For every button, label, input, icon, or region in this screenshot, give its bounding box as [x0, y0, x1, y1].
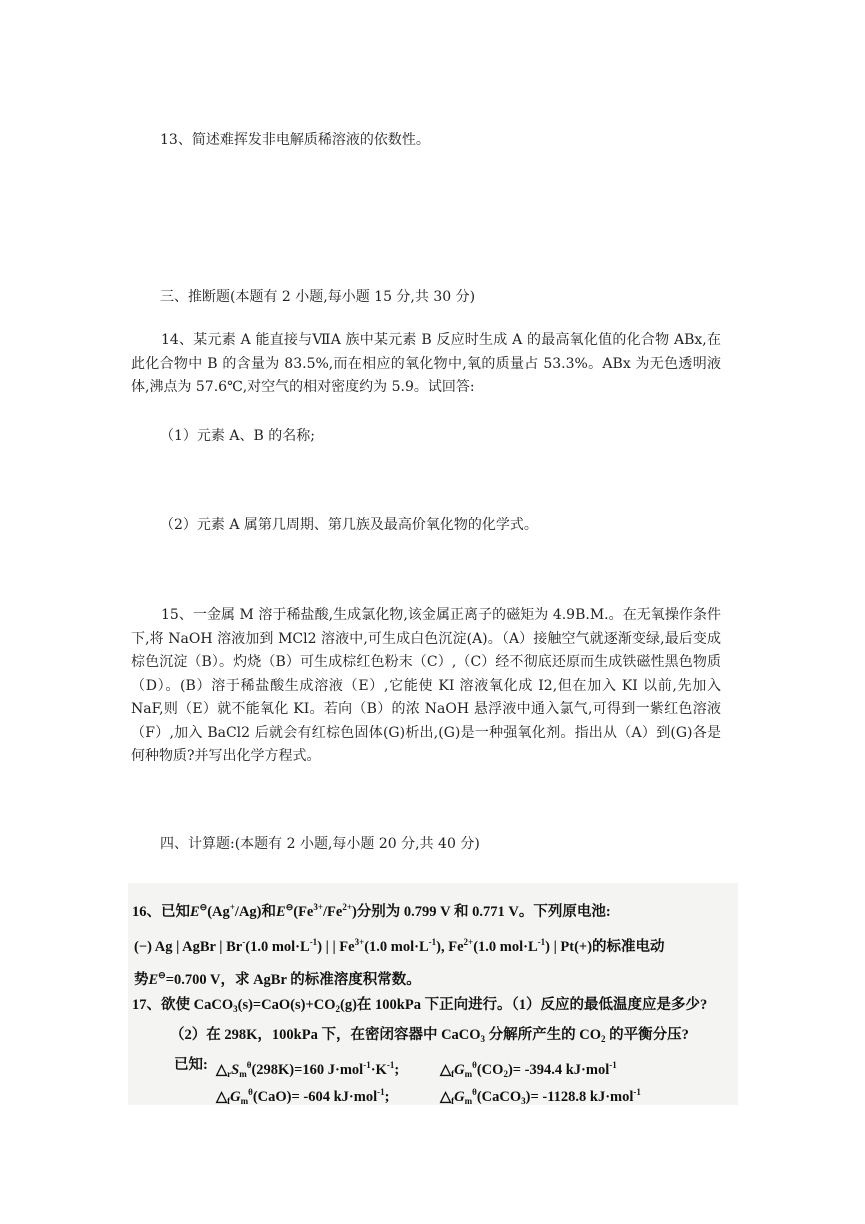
scanned-question-block — [128, 883, 738, 1105]
question-14-part-2: （2）元素 A 属第几周期、第几族及最高价氧化物的化学式。 — [160, 517, 538, 533]
question-17-line-2: （2）在 298K，100kPa 下，在密闭容器中 CaCO$_3$ 分解所产生的 $CO_2$ 的平衡分压? — [170, 1027, 689, 1044]
known-label: 已知: — [174, 1057, 208, 1073]
question-16-line-3: 势E⊖=0.700 V，求 AgBr 的标准溶度积常数。 — [134, 970, 421, 988]
known-entropy: $\triangle_rS_m^\theta(298K)=160$ $J\cdot mol^{-1}\cdot K^{-1}$; — [216, 1060, 400, 1079]
known-gibbs-caco3: $\triangle_fG_m^\theta(CaCO_3)= -1128.8$ kJ·mol$^{-1}$ — [440, 1087, 641, 1106]
question-16-line-1: 16、已知E⊖(Ag+/Ag)和$E^⊖(Fe^{3+}/Fe^{2+})$分别为 0.799 V 和 0.771 V。下列原电池: — [132, 902, 611, 920]
question-16-line-2: (−) Ag | AgBr | Br-(1.0 $mol\cdot L^{-1}$) | | $Fe^{3+}(1.0$ $mol\cdot L^{-1}$), $Fe^{2+}(1.0$ $mol\cdot L^{-1}$) | Pt(+)的标准电动 — [134, 937, 665, 955]
section-4-heading: 四、计算题:(本题有 2 小题,每小题 20 分,共 40 分) — [160, 836, 480, 852]
question-14: 14、某元素 A 能直接与ⅦA 族中某元素 B 反应时生成 A 的最高氧化值的化合物 ABx,在此化合物中 B 的含量为 83.5%,而在相应的氧化物中,氧的质量占 53.3%。ABx 为无色透明液体,沸点为 57.6℃,对空气的相对密度约为 5.9。试回答: — [131, 332, 721, 395]
question-13: 13、简述难挥发非电解质稀溶液的依数性。 — [160, 132, 430, 148]
question-17-line-1: 17、欲使 $CaCO_3(s)=CaO(s)+CO_2(g)$在 100kPa 下正向进行。（1）反应的最低温度应是多少? — [132, 997, 708, 1014]
question-14-part-1: （1）元素 A、B 的名称; — [160, 428, 315, 444]
section-3-heading: 三、推断题(本题有 2 小题,每小题 15 分,共 30 分) — [160, 289, 476, 305]
known-gibbs-cao: $\triangle_fG_m^\theta(CaO)= -604$ kJ·mol$^{-1}$; — [216, 1087, 390, 1106]
question-15: 15、一金属 M 溶于稀盐酸,生成氯化物,该金属正离子的磁矩为 4.9B.M.。在无氧操作条件下,将 NaOH 溶液加到 MCl2 溶液中,可生成白色沉淀(A)。（A）接触空气就逐渐变绿,最后变成棕色沉淀（B）。灼烧（B）可生成棕红色粉末（C）,（C）经不彻底还原而生成铁磁性黑色物质（D）。(B）溶于稀盐酸生成溶液（E）,它能使 KI 溶液氧化成 I2,但在加入 KI 以前,先加入 NaF,则（E）就不能氧化 KI。若向（B）的浓 NaOH 悬浮液中通入氯气,可得到一紫红色溶液（F）,加入 BaCl2 后就会有红棕色固体(G)析出,(G)是一种强氧化剂。指出从（A）到(G)各是何种物质?并写出化学方程式。 — [131, 607, 721, 764]
known-gibbs-co2: $\triangle_fG_m^\theta(CO_2)= -394.4$ kJ·mol$^{-1}$ — [440, 1060, 617, 1079]
